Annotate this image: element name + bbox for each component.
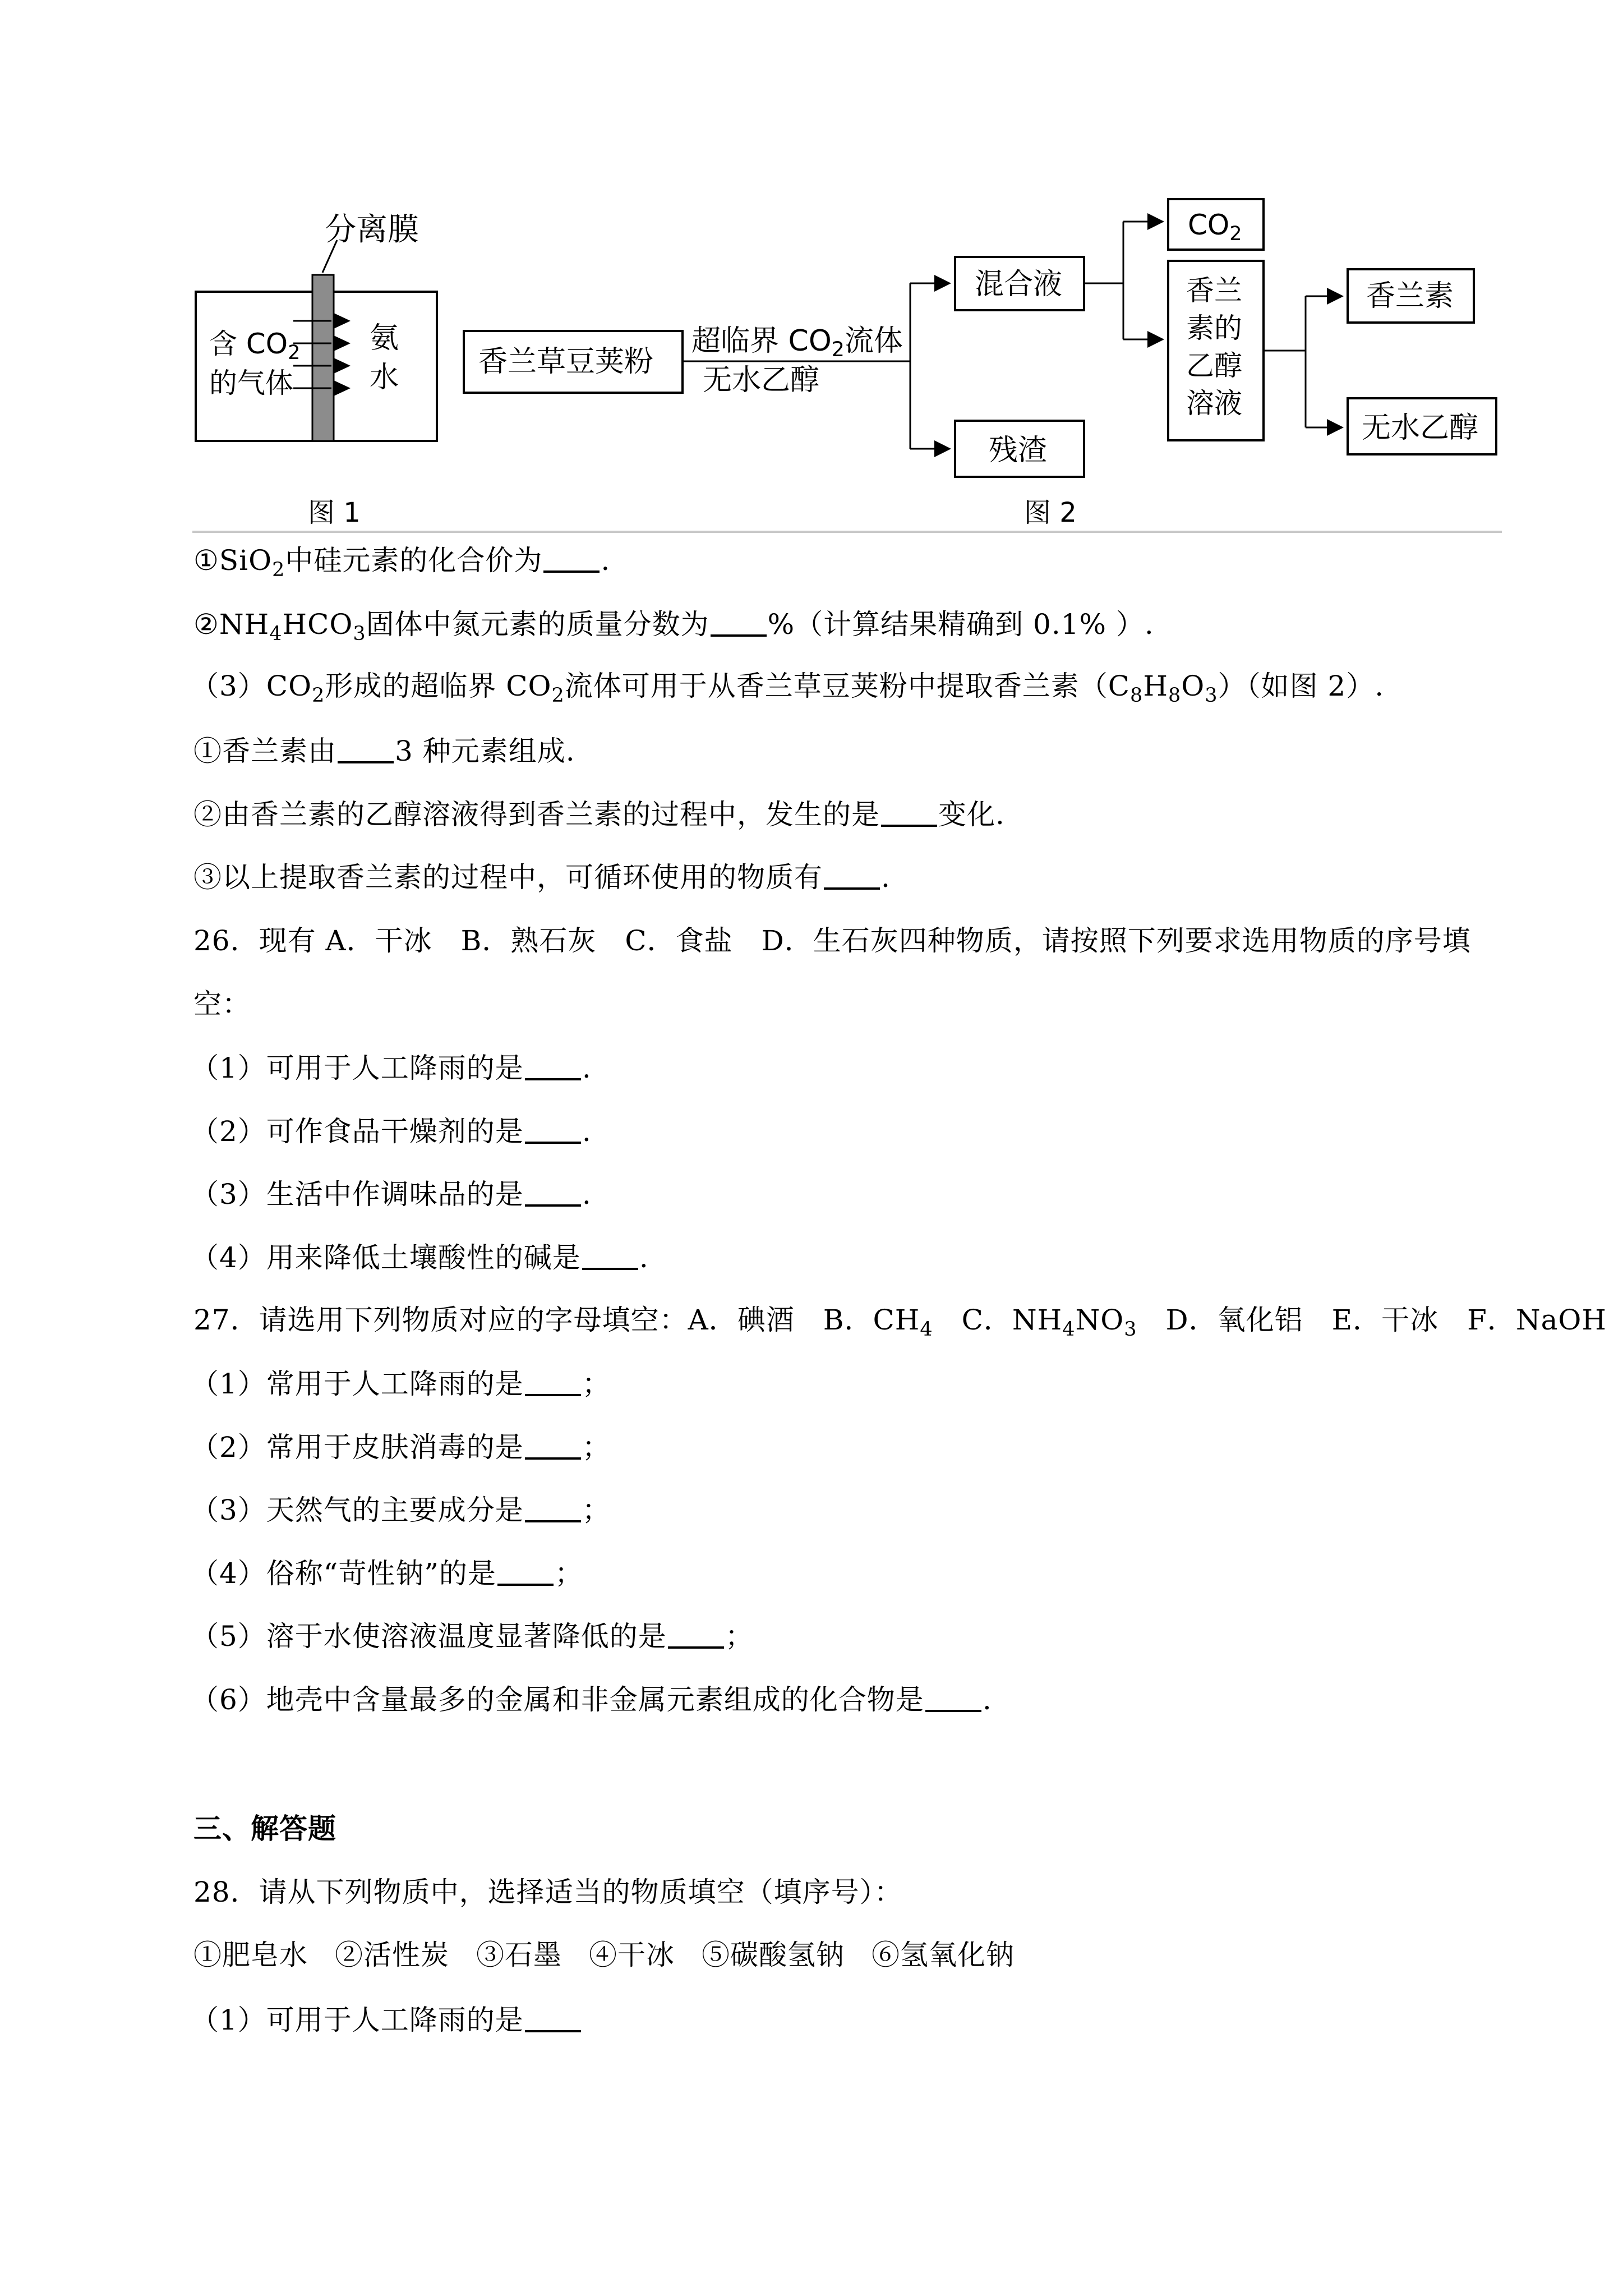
answer-blank[interactable] — [497, 1558, 554, 1586]
q28-option: ④干冰 — [589, 1939, 675, 1971]
figure-apparatus — [192, 191, 1502, 539]
co2-label: $CO_2$ — [1188, 209, 1242, 245]
separation-membrane — [312, 275, 334, 441]
q28-option: ③石墨 — [476, 1939, 562, 1971]
figure-1 — [196, 211, 437, 528]
q28-stem: 28．请从下列物质中，选择适当的物质填空（填序号）： — [193, 1876, 903, 1908]
answer-blank[interactable] — [824, 862, 880, 890]
q26-item3: （3）生活中作调味品的是 . — [191, 1178, 592, 1211]
answer-blank[interactable] — [525, 1053, 581, 1080]
q27-item2: （2）常用于皮肤消毒的是 ； — [191, 1431, 611, 1464]
q25-part3-item1: ①香兰素由 3 种元素组成. — [193, 735, 575, 767]
membrane-label: 分离膜 — [325, 211, 419, 248]
arrowhead-1 — [334, 313, 351, 329]
answer-blank[interactable] — [668, 1621, 724, 1649]
answer-blank[interactable] — [525, 1116, 581, 1144]
q26-stem-line1: 26．现有 A．干冰 B．熟石灰 C．食盐 D．生石灰四种物质，请按照下列要求选用物质的序号填 — [193, 924, 1471, 957]
solution-label-1: 香兰 — [1186, 274, 1242, 307]
ammonia-label-2: 水 — [370, 361, 399, 394]
arrowhead-3 — [334, 358, 351, 374]
q28-item1: （1）可用于人工降雨的是 — [191, 2005, 582, 2034]
ethanol-label: 无水乙醇 — [703, 364, 820, 397]
gas-label-line1: 含 $CO_2$ — [209, 328, 301, 364]
answer-blank[interactable] — [525, 1432, 581, 1460]
q28-option: ⑤碳酸氢钠 — [702, 1939, 845, 1971]
q25-part2-item2: $②NH_4HCO_3$固体中氮元素的质量分数为 %（计算结果精确到 0.1% ）. — [193, 608, 1154, 645]
q27-stem: 27．请选用下列物质对应的字母填空：A．碘酒 B．$CH_4$ C．$NH_4NO_3$ D．氧化铝 E．干冰 F．NaOH — [193, 1304, 1607, 1341]
answer-blank[interactable] — [543, 545, 600, 573]
figure-1-caption: 图 1 — [308, 497, 361, 528]
q25-part3-item3: ③以上提取香兰素的过程中，可循环使用的物质有 . — [193, 861, 891, 894]
solution-label-3: 乙醇 — [1186, 349, 1242, 382]
q27-item6: （6）地壳中含量最多的金属和非金属元素组成的化合物是 . — [191, 1683, 992, 1716]
q27-item4: （4）俗称“苛性钠”的是 ； — [191, 1557, 583, 1590]
q28-option: ②活性炭 — [335, 1939, 449, 1971]
mixture-label: 混合液 — [975, 268, 1063, 301]
ethanol-out-label: 无水乙醇 — [1362, 411, 1479, 445]
answer-blank[interactable] — [711, 609, 767, 637]
answer-blank[interactable] — [582, 1243, 638, 1270]
powder-label: 香兰草豆荚粉 — [478, 345, 654, 379]
q26-item1: （1）可用于人工降雨的是 . — [191, 1052, 592, 1084]
q27-item3: （3）天然气的主要成分是 ； — [191, 1494, 611, 1526]
ammonia-label-1: 氨 — [370, 321, 399, 355]
answer-blank[interactable] — [525, 2005, 581, 2032]
q25-part3-item2: ②由香兰素的乙醇溶液得到香兰素的过程中，发生的是 变化. — [193, 798, 1005, 831]
q28-option: ①肥皂水 — [193, 1939, 308, 1971]
fluid-label: 超临界 CO2流体 — [691, 324, 903, 361]
arrowhead-4 — [334, 380, 351, 396]
answer-blank[interactable] — [881, 799, 937, 827]
q26-stem-line2: 空： — [193, 988, 251, 1020]
solution-label-2: 素的 — [1186, 312, 1242, 344]
figure-2-caption: 图 2 — [1024, 497, 1077, 528]
answer-blank[interactable] — [525, 1369, 581, 1396]
solution-label-4: 溶液 — [1186, 387, 1242, 420]
answer-blank[interactable] — [525, 1179, 581, 1207]
answer-blank[interactable] — [525, 1495, 581, 1522]
q26-item4: （4）用来降低土壤酸性的碱是 . — [191, 1241, 649, 1274]
q27-item5: （5）溶于水使溶液温度显著降低的是 ； — [191, 1620, 754, 1653]
residue-label: 残渣 — [989, 434, 1048, 467]
q25-part3-stem: $(3)CO_2$形成的超临界 $CO_2$流体可用于从香兰草豆荚粉中提取香兰素$(C_8H_8O_3)$（如图 2）. — [191, 670, 1385, 707]
arrowhead-2 — [334, 335, 351, 351]
q26-item2: （2）可作食品干燥剂的是 . — [191, 1115, 592, 1148]
vanillin-label: 香兰素 — [1366, 279, 1454, 313]
q25-part2-item1: ①SiO$_2$中硅元素的化合价为 . — [193, 544, 611, 581]
answer-blank[interactable] — [338, 736, 394, 763]
q28-option: ⑥氢氧化钠 — [872, 1939, 1015, 1971]
q27-item1: （1）常用于人工降雨的是 ； — [191, 1368, 611, 1400]
q28-options — [193, 1941, 1015, 1969]
gas-label-line2: 的气体 — [209, 367, 293, 399]
figure-2 — [464, 199, 1496, 528]
answer-blank[interactable] — [925, 1685, 981, 1712]
section-heading: 三、解答题 — [193, 1812, 336, 1845]
